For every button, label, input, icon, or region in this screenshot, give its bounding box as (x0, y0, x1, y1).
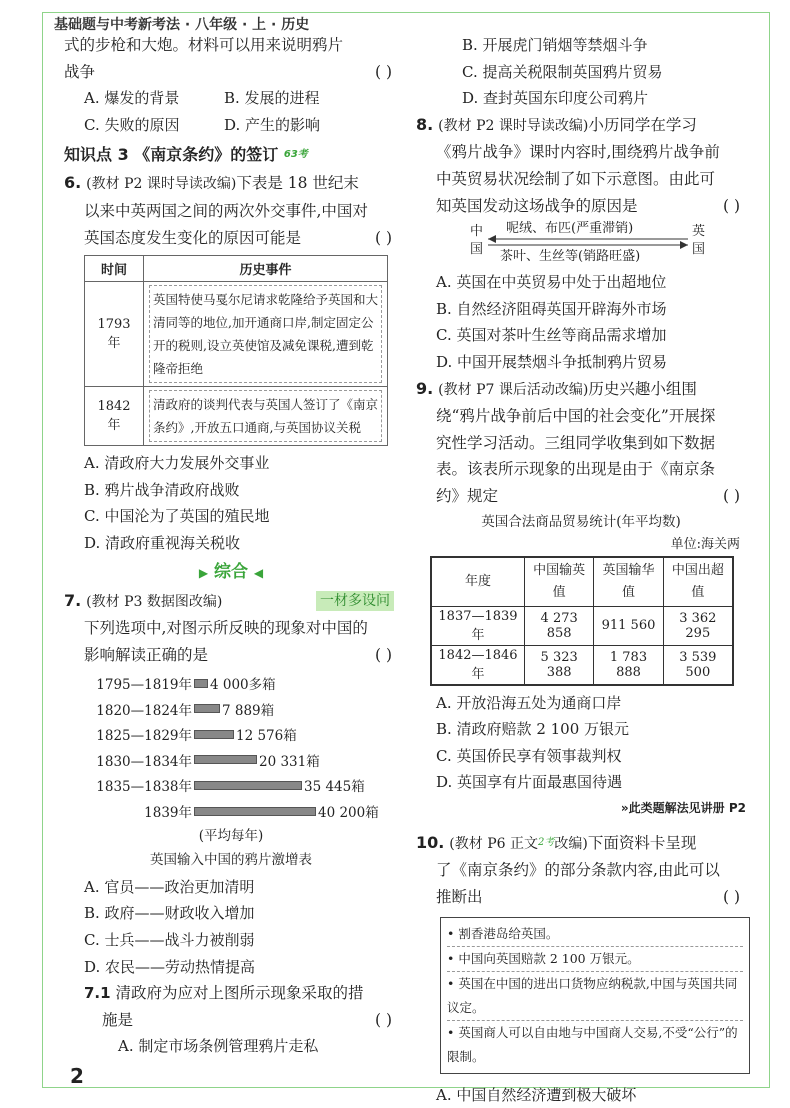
answer-paren[interactable]: ( ) (374, 1010, 392, 1029)
diagram-britain: 英国 (692, 224, 706, 258)
bar-value-label: 12 576箱 (236, 728, 297, 745)
table-header: 年度 (431, 557, 525, 607)
bar-row (92, 722, 398, 748)
table-cell: 1842—1846 年 (431, 645, 525, 685)
table-row (431, 606, 733, 645)
q7-line (64, 588, 398, 616)
opium-bar-chart (92, 670, 398, 824)
question-source: (教材 P3 数据图改编) (86, 593, 223, 610)
option-c[interactable]: C. 提高关税限制英国鸦片贸易 (462, 62, 663, 81)
q10-line: 了《南京条约》的部分条款内容,由此可以 (436, 861, 720, 880)
option-b[interactable]: B. 鸦片战争清政府战败 (84, 480, 240, 499)
table-cell: 5 323 388 (525, 645, 594, 685)
q8-line: 知英国发动这场战争的原因是 ( ) (416, 193, 746, 220)
arrow-left-icon: ◀ (253, 565, 264, 580)
q7-line: 影响解读正确的是 ( ) (64, 642, 398, 669)
option-a[interactable]: A. 爆发的背景 (84, 89, 180, 108)
table-cell-event: 清政府的谈判代表与英国人签订了《南京条约》,开放五口通商,与英国协议关税 (144, 387, 388, 446)
answer-paren[interactable]: ( ) (722, 888, 740, 907)
bar-category-label: 1839年 (144, 805, 192, 822)
q9-line: 表。该表所示现象的出现是由于《南京条 (436, 460, 716, 479)
table-cell: 3 362 295 (663, 606, 733, 645)
option-b[interactable]: B. 政府——财政收入增加 (84, 904, 255, 923)
option-b[interactable]: B. 开展虎门销烟等禁烟斗争 (462, 36, 648, 54)
table-cell: 3 539 500 (663, 645, 733, 685)
question-source: (教材 P2 课时导读改编) (438, 117, 589, 134)
bar (194, 679, 208, 688)
q9-line: 究性学习活动。三组同学收集到如下数据 (436, 433, 716, 452)
clause-item: • 英国商人可以自由地与中国商人交易,不受“公行”的限制。 (447, 1024, 738, 1064)
bar (194, 755, 257, 764)
answer-paren[interactable]: ( ) (722, 486, 740, 505)
table-header: 时间 (85, 256, 144, 282)
q9-line: 约》规定 ( ) (416, 483, 746, 510)
clause-item: • 英国在中国的进出口货物应纳税款,中国与英国共同议定。 (447, 972, 743, 1021)
q6-line: 以来中英两国之间的两次外交事件,中国对 (84, 201, 368, 220)
bar-category-label: 1825—1829年 (96, 728, 192, 745)
bar-row (92, 747, 398, 773)
question-source: (教材 P6 正文 (449, 835, 538, 852)
option-a[interactable]: A. 英国在中英贸易中处于出超地位 (436, 273, 667, 292)
events-table (84, 255, 388, 446)
trade-table-title: 英国合法商品贸易统计(年平均数) (481, 513, 681, 530)
bar (194, 781, 302, 790)
q10-line: 推断出 ( ) (416, 884, 746, 911)
bar-value-label: 20 331箱 (259, 753, 320, 770)
bar-row (92, 670, 398, 696)
chart-title: 英国输入中国的鸦片激增表 (150, 851, 312, 868)
knowledge-point-title: 知识点 3 《南京条约》的签订 $^{63考}$ (64, 145, 308, 165)
option-d[interactable]: D. 中国开展禁烟斗争抵制鸦片贸易 (436, 352, 668, 371)
option-c[interactable]: C. 英国对茶叶生丝等商品需求增加 (436, 326, 667, 345)
bar-value-label: 40 200箱 (318, 805, 379, 822)
exam-count-badge: 2考 (537, 836, 555, 848)
q5-line: 战争 ( ) (64, 59, 398, 86)
option-c[interactable]: C. 英国侨民享有领事裁判权 (436, 746, 622, 765)
bar-category-label: 1835—1838年 (96, 779, 192, 796)
answer-paren[interactable]: ( ) (374, 228, 392, 247)
bar-category-label: 1820—1824年 (96, 702, 192, 719)
diagram-bottom-label: 茶叶、生丝等(销路旺盛) (500, 249, 641, 265)
q7-line: 下列选项中,对图示所反映的现象对中国的 (84, 619, 368, 638)
question-number: 7. (64, 590, 82, 610)
table-cell: 1 783 888 (594, 645, 663, 685)
option-b[interactable]: B. 发展的进程 (224, 89, 320, 108)
table-cell-year: 1793 年 (85, 282, 144, 387)
option-d[interactable]: D. 农民——劳动热情提高 (84, 957, 256, 976)
option-c[interactable]: C. 中国沦为了英国的殖民地 (84, 507, 270, 526)
page-number: 2 (70, 1064, 84, 1088)
q6-line: 英国态度发生变化的原因可能是 ( ) (64, 225, 398, 252)
answer-paren[interactable]: ( ) (374, 645, 392, 664)
q8-line: 中英贸易状况绘制了如下示意图。由此可 (436, 169, 716, 188)
section-synthesis: ▶ 综合 ◀ (198, 561, 264, 582)
option-b[interactable]: B. 自然经济阻碍英国开辟海外市场 (436, 299, 667, 318)
chart-subtitle: (平均每年) (198, 827, 264, 844)
q8-line: 8. (教材 P2 课时导读改编)小历同学在学习 (416, 114, 697, 134)
table-cell: 4 273 858 (525, 606, 594, 645)
option-a[interactable]: A. 中国自然经济遭到极大破坏 (436, 1085, 637, 1104)
bar-value-label: 7 889箱 (222, 702, 275, 719)
bar (194, 807, 316, 816)
trade-table-unit: 单位:海关两 (670, 536, 740, 552)
option-a[interactable]: A. 清政府大力发展外交事业 (84, 454, 270, 473)
option-d[interactable]: D. 产生的影响 (224, 115, 321, 134)
right-column (416, 32, 746, 1108)
question-source: (教材 P7 课后活动改编) (438, 381, 589, 398)
option-a[interactable]: A. 开放沿海五处为通商口岸 (436, 693, 622, 712)
table-row (431, 645, 733, 685)
q10-line: 10. (教材 P6 正文$^{2考}$改编)下面资料卡呈现 (416, 832, 697, 852)
solution-reference-link[interactable]: »此类题解法见讲册 P2 (620, 800, 746, 815)
table-header: 中国输英值 (525, 557, 594, 607)
table-cell-event: 英国特使马戛尔尼请求乾隆给予英国和大清同等的地位,加开通商口岸,制定固定公开的税则,设立英使馆及减免课税,遭到乾隆帝拒绝 (144, 282, 388, 387)
bar-category-label: 1830—1834年 (96, 753, 192, 770)
question-number: 9. (416, 378, 434, 398)
diagram-china: 中国 (470, 224, 484, 258)
table-row (85, 387, 388, 446)
trade-diagram (456, 219, 746, 269)
q9-line: 9. (教材 P7 课后活动改编)历史兴趣小组围 (416, 378, 697, 398)
option-d[interactable]: D. 查封英国东印度公司鸦片 (462, 89, 649, 108)
bar-value-label: 35 445箱 (304, 779, 365, 796)
left-column (64, 32, 398, 1060)
bar-row (92, 696, 398, 722)
q7-1-line: 7.1 清政府为应对上图所示现象采取的措 (84, 984, 364, 1003)
running-header: 基础题与中考新考法 · 八年级 · 上 · 历史 (54, 17, 310, 33)
q9-line: 绕“鸦片战争前后中国的社会变化”开展探 (436, 407, 716, 426)
bar-row (92, 798, 398, 824)
option-d[interactable]: D. 英国享有片面最惠国待遇 (436, 773, 623, 792)
question-number: 10. (416, 832, 445, 852)
bar-row (92, 773, 398, 799)
multi-question-badge: 一材多设问 (316, 591, 394, 611)
option-b[interactable]: B. 清政府赔款 2 100 万银元 (436, 720, 630, 739)
option-c[interactable]: C. 士兵——战斗力被削弱 (84, 931, 255, 950)
table-header: 历史事件 (144, 256, 388, 282)
bar-category-label: 1795—1819年 (96, 677, 192, 694)
table-row (85, 282, 388, 387)
table-cell: 1837—1839 年 (431, 606, 525, 645)
answer-paren[interactable]: ( ) (722, 196, 740, 215)
clause-item: • 割香港岛给英国。 (447, 922, 743, 947)
q8-line: 《鸦片战争》课时内容时,围绕鸦片战争前 (436, 143, 720, 162)
q7-1-line: 施是 ( ) (64, 1007, 398, 1034)
q5-line: 式的步枪和大炮。材料可以用来说明鸦片 (64, 36, 344, 54)
option-a[interactable]: A. 官员——政治更加清明 (84, 877, 255, 896)
option-a[interactable]: A. 制定市场条例管理鸦片走私 (118, 1037, 319, 1056)
option-row (64, 112, 398, 139)
sub-question-number: 7.1 (84, 984, 111, 1003)
bar (194, 730, 234, 739)
table-cell: 911 560 (594, 606, 663, 645)
clause-item: • 中国向英国赔款 2 100 万银元。 (447, 947, 743, 972)
question-source: (教材 P2 课时导读改编) (86, 176, 237, 193)
bar (194, 704, 220, 713)
answer-paren[interactable]: ( ) (374, 62, 392, 81)
bar-value-label: 4 000多箱 (210, 677, 276, 694)
q6-line: 6. (教材 P2 课时导读改编)下表是 18 世纪末 (64, 173, 359, 193)
option-row (64, 85, 398, 112)
question-number: 8. (416, 114, 434, 134)
trade-table (430, 556, 734, 686)
diagram-top-label: 呢绒、布匹(严重滞销) (506, 221, 634, 237)
option-c[interactable]: C. 失败的原因 (84, 115, 180, 134)
exam-count-badge: 63考 (283, 149, 308, 161)
arrow-right-icon: ▶ (198, 565, 209, 580)
table-cell-year: 1842 年 (85, 387, 144, 446)
table-header: 中国出超值 (663, 557, 733, 607)
question-number: 6. (64, 173, 82, 193)
option-d[interactable]: D. 清政府重视海关税收 (84, 533, 241, 552)
treaty-clause-card (440, 917, 750, 1074)
table-header: 英国输华值 (594, 557, 663, 607)
